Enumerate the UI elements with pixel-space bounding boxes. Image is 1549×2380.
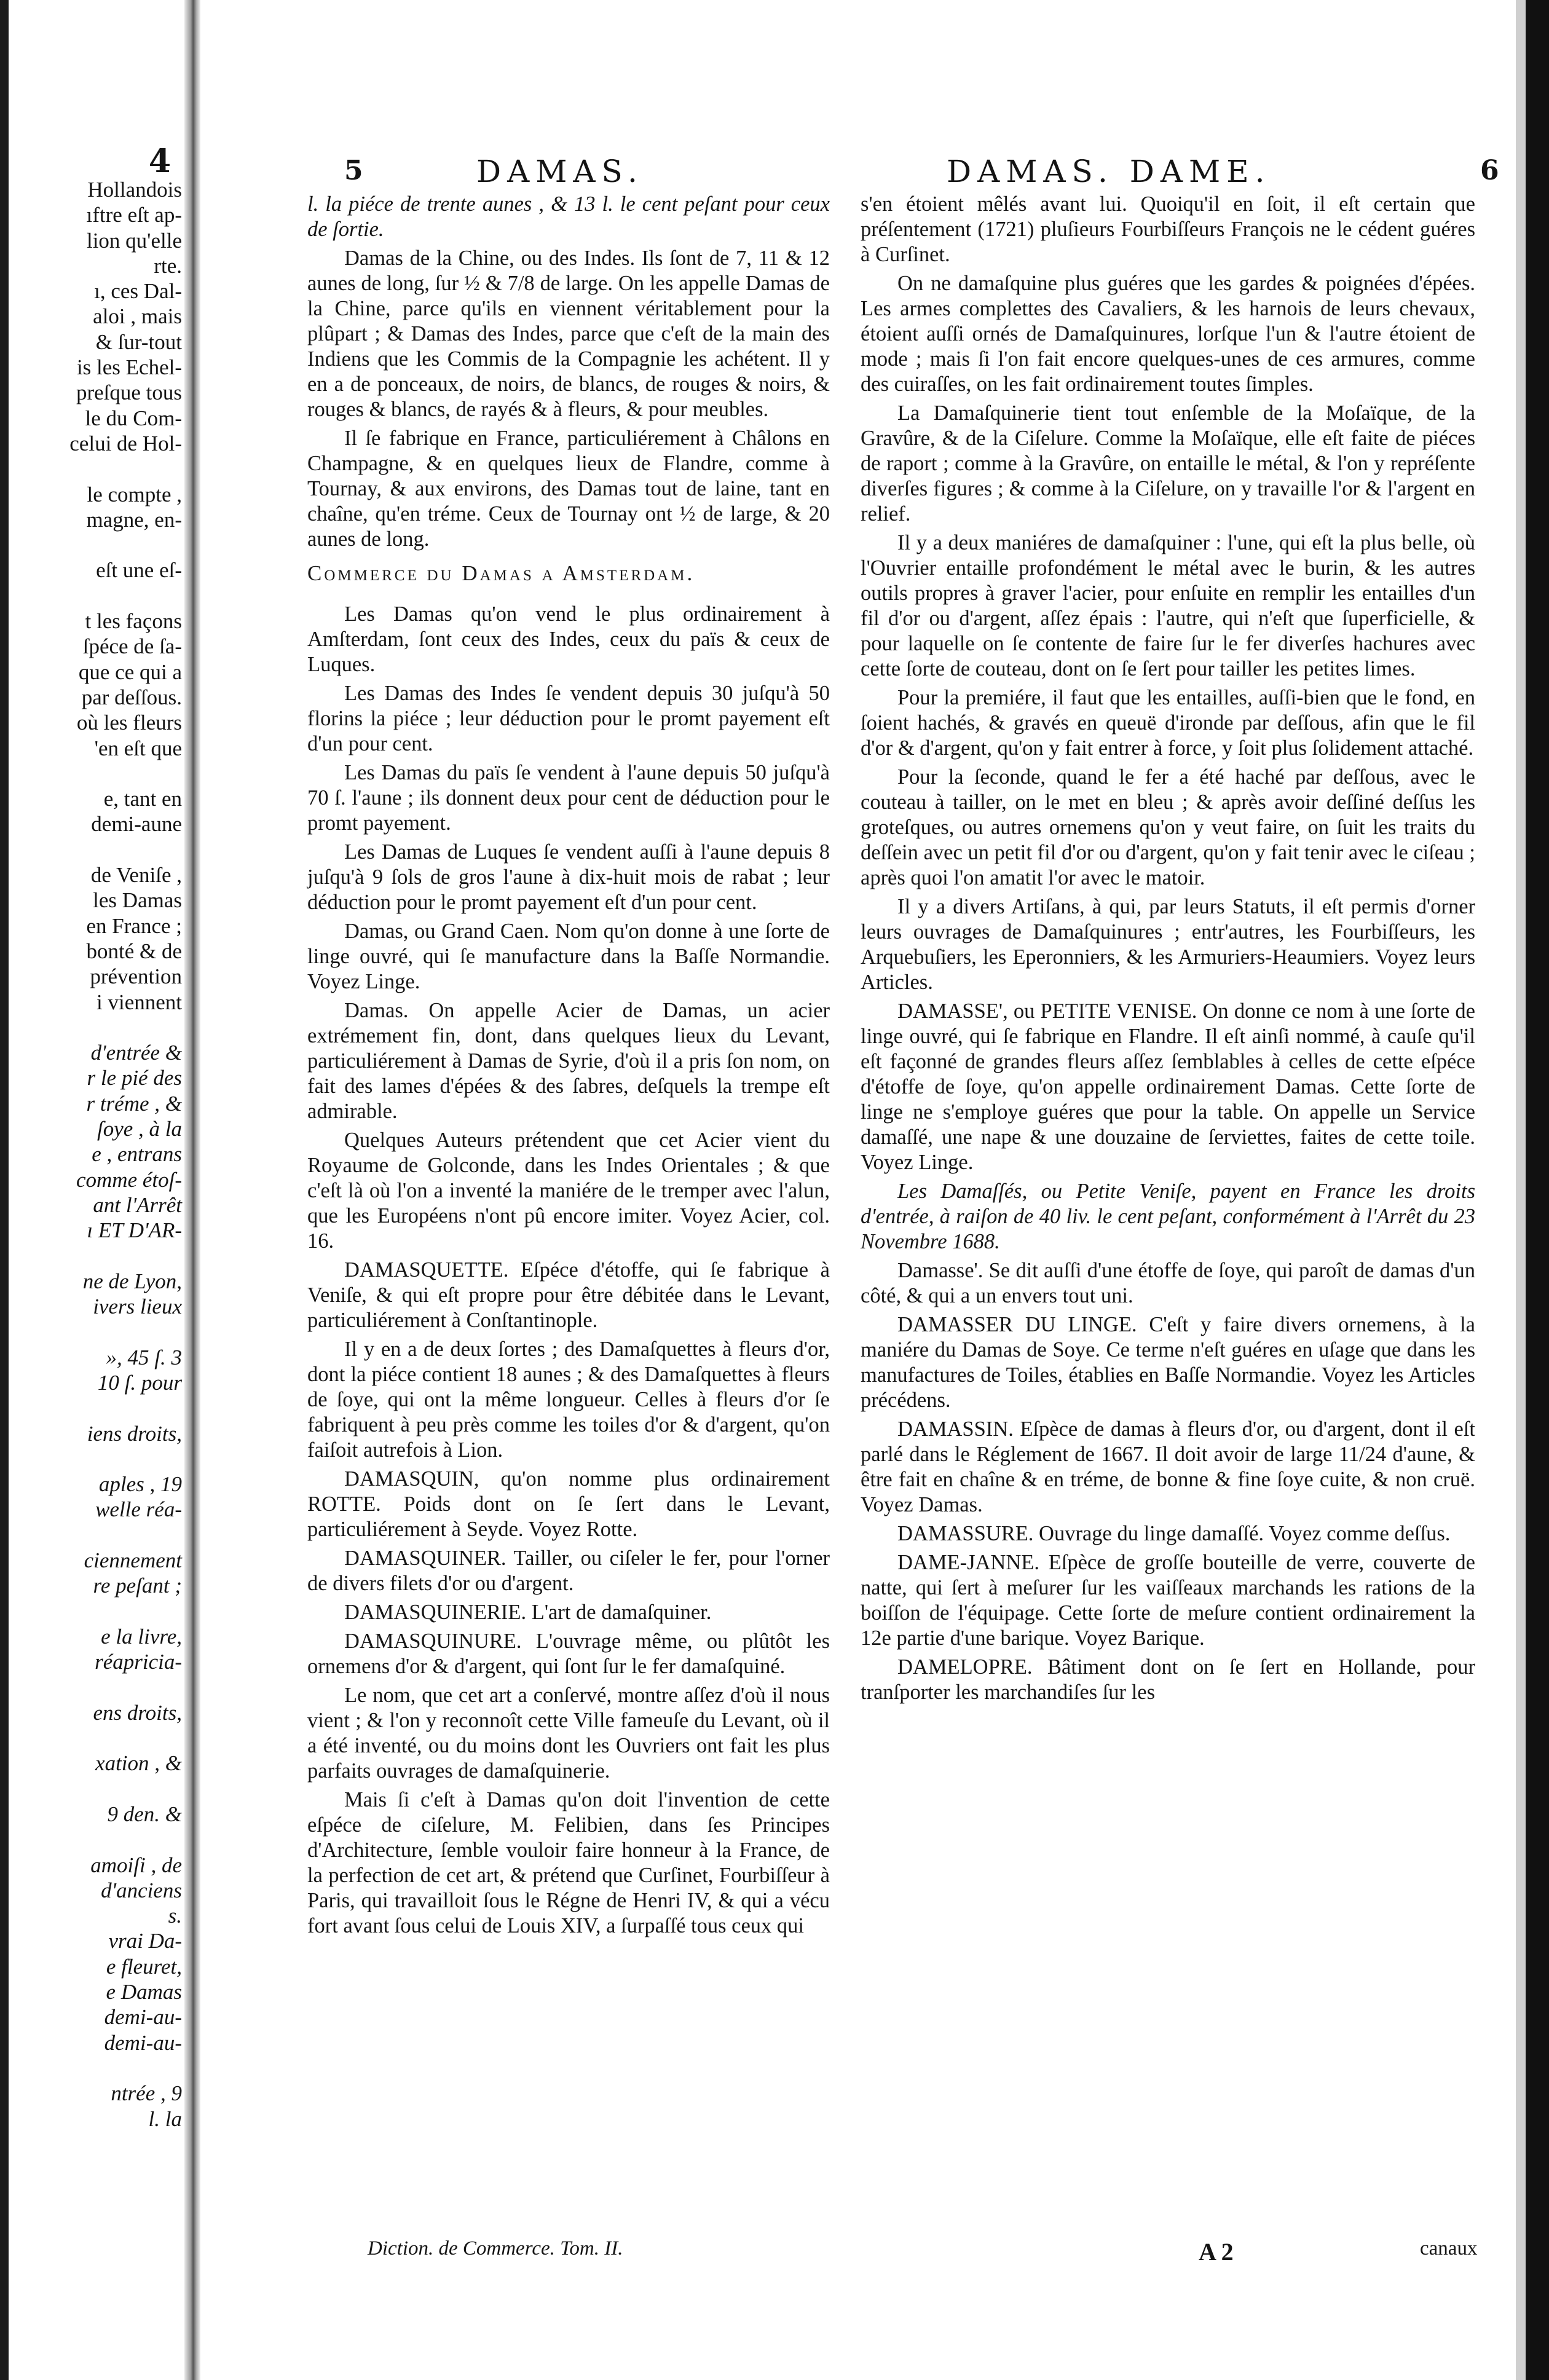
right-page-number: 6 [1480, 155, 1499, 186]
fragment-line: magne, en- [86, 507, 182, 532]
fragment-line: ciennement [84, 1548, 182, 1573]
fragment-line: aples , 19 [98, 1472, 182, 1497]
fragment-line [9, 837, 184, 862]
fragment-line: par deſſous. [81, 685, 182, 709]
fragment-line: e , entrans [92, 1142, 182, 1167]
fragment-line: r le pié des [87, 1066, 182, 1090]
fragment-line: ivers lieux [93, 1294, 182, 1319]
fragment-line [9, 1776, 184, 1802]
fragment-line: ı, ces Dal- [94, 279, 182, 304]
fragment-line: preſque tous [76, 380, 182, 405]
entry-paragraph: Il y a deux maniéres de damaſquiner : l'une, qui eſt la plus belle, où l'Ouvrier entaille profondément le métal avec le burin, & les autres outils propres à graver l'acier, pour enſuite en remplir les entailles d'un fil d'or ou d'argent, aſſez épais : l'autre, qui n'eſt que ſuperficielle, & pour laquelle on ſe contente de faire ſur le fer diverſes hachures avec cette ſorte de couteau, dont on ſe ſert pour tailler les petites limes. [861, 531, 1475, 680]
entry-paragraph: Il ſe fabrique en France, particuliérement à Châlons en Champagne, & en quelques lieux de Flandre, comme à Tournay, & aux environs, des Damas tout de laine, tant en chaîne, qu'en tréme. Ceux de Tournay ont ½ de large, & 20 aunes de long. [307, 427, 830, 551]
fragment-line: i viennent [97, 990, 182, 1014]
fragment-line: ſpéce de ſa- [82, 634, 182, 659]
fragment-line [9, 1446, 184, 1472]
entry-paragraph: DAMASSE', ou PETITE VENISE. On donne ce nom à une ſorte de linge ouvré, qui ſe fabrique en Flandre. Il eſt ainſi nommé, à cauſe qu'il eſt façonné de grandes fleurs aſſez ſemblables à celles de cette eſpéce d'étoffe de ſoye, qu'on appelle ordinairement Damas. Cette ſorte de linge ne s'employe guéres que pour la table. On appelle un Service damaſſé, une nape & une douzaine de ſerviettes, faites de cette toile. Voyez Linge. [861, 999, 1475, 1174]
entry-paragraph: Les Damas de Luques ſe vendent auſſi à l'aune depuis 8 juſqu'à 9 ſols de gros l'aune à dix-huit mois de rabat ; leur déduction pour le promt payement eſt d'un pour cent. [307, 840, 830, 914]
entry-paragraph: Il y en a de deux ſortes ; des Damaſquettes à fleurs d'or, dont la piéce contient 18 aunes ; & des Damaſquettes à fleurs de ſoye, qui ont la même longueur. Celles à fleurs d'or ſe fabriquent à peu près comme les toiles d'or & d'argent, qu'on faiſoit autrefois à Lion. [307, 1338, 830, 1462]
entry-paragraph: Pour la premiére, il faut que les entailles, auſſi-bien que le fond, en ſoient hachés, & gravés en queuë d'ironde par deſſous, afin que le fil d'or & d'argent, qu'on y fait entrer à force, y ſoit plus ſolidement attaché. [861, 686, 1475, 760]
fragment-line: 9 den. & [107, 1802, 182, 1826]
fragment-line: e, tant en [103, 787, 182, 811]
fragment-line [9, 761, 184, 786]
fragment-line: prévention [90, 964, 182, 989]
entry-paragraph: DAMASQUINERIE. L'art de damaſquiner. [344, 1601, 712, 1624]
fragment-line [9, 1319, 184, 1344]
signature-mark: A 2 [1199, 2238, 1234, 2266]
entry-paragraph: Le nom, que cet art a conſervé, montre aſſez d'où il nous vient ; & l'on y reconnoît cette Ville fameuſe du Levant, où il a été inventé, ou du moins dont les Ouvriers ont fait les plus parfaits ouvrages de damaſquinerie. [307, 1684, 830, 1783]
fragment-line [9, 532, 184, 558]
fragment-line: en France ; [86, 913, 182, 938]
fragment-line: e fleuret, [106, 1954, 182, 1979]
previous-page-lines [9, 177, 184, 2132]
fragment-line [9, 1395, 184, 1421]
fragment-line [9, 1725, 184, 1751]
fragment-line: », 45 ſ. 3 [106, 1345, 182, 1369]
previous-page-number: 4 [148, 143, 171, 180]
fragment-line: rte. [154, 253, 182, 278]
footer-volume-title: Diction. de Commerce. Tom. II. [368, 2237, 623, 2260]
entry-paragraph: Quelques Auteurs prétendent que cet Acier vient du Royaume de Golconde, dans les Indes Orientales ; & que c'eſt là où l'on a inventé la maniére de le tremper avec l'alun, que les Européens n'ont pû encore imiter. Voyez Acier, col. 16. [307, 1129, 830, 1253]
catchword: canaux [1420, 2237, 1478, 2260]
left-running-header: DAMAS. [476, 154, 644, 189]
fragment-line [9, 1015, 184, 1040]
right-text-column [861, 192, 1475, 1709]
fragment-line: demi-au- [104, 2005, 182, 2030]
left-text-column [307, 192, 830, 1942]
fragment-line [9, 1675, 184, 1700]
entry-paragraph: DAMASSER DU LINGE. C'eſt y faire divers ornemens, à la maniére du Damas de Soye. Ce terme n'eſt guéres en uſage que dans les manufactures de Toiles, établies en Baſſe Normandie. Voyez les Articles précédens. [861, 1313, 1475, 1412]
fragment-line: ant l'Arrêt [93, 1192, 182, 1217]
fragment-line: 10 ſ. pour [97, 1370, 182, 1395]
fragment-line [9, 1523, 184, 1548]
entry-paragraph: DAMELOPRE. Bâtiment dont on ſe ſert en Hollande, pour tranſporter les marchandiſes ſur les [861, 1655, 1475, 1704]
fragment-line: r tréme , & [86, 1091, 182, 1116]
fragment-line: lion qu'elle [86, 228, 182, 253]
left-page-number: 5 [344, 155, 363, 186]
fragment-line: demi-aune [91, 812, 182, 837]
fragment-line [9, 1243, 184, 1268]
entry-paragraph: Damasse'. Se dit auſſi d'une étoffe de ſoye, qui paroît de damas d'un côté, & qui a un envers tout uni. [861, 1259, 1475, 1307]
entry-paragraph: La Damaſquinerie tient tout enſemble de la Moſaïque, de la Gravûre, & de la Ciſelure. Comme la Moſaïque, elle eſt faite de piéces de raport ; comme à la Gravûre, on entaille le métal, & l'on y repréſente diverſes figures ; & comme à la Ciſelure, on y travaille l'or & l'argent en relief. [861, 401, 1475, 526]
fragment-line: ntrée , 9 [111, 2081, 182, 2106]
previous-page-fragment [9, 0, 184, 2380]
fragment-line: vrai Da- [108, 1929, 182, 1953]
book-gutter [184, 0, 200, 2380]
fragment-line: que ce qui a [78, 660, 182, 684]
fragment-line: de Veniſe , [90, 863, 182, 888]
entry-paragraph: Les Damas des Indes ſe vendent depuis 30 juſqu'à 50 florins la piéce ; leur déduction pour le promt payement eſt d'un pour cent. [307, 682, 830, 755]
fragment-line: is les Echel- [76, 355, 182, 380]
fragment-line: s. [168, 1904, 182, 1928]
fragment-line: welle réa- [95, 1497, 182, 1522]
entry-paragraph: DAMASQUIN, qu'on nomme plus ordinairement ROTTE. Poids dont on ſe ſert dans le Levant, particuliérement à Seyde. Voyez Rotte. [307, 1467, 830, 1541]
entry-paragraph: Les Damas du païs ſe vendent à l'aune depuis 50 juſqu'à 70 ſ. l'aune ; ils donnent deux pour cent de déduction pour le promt payement. [307, 761, 830, 835]
fragment-line: re peſant ; [93, 1574, 182, 1598]
right-running-header: DAMAS. DAME. [947, 154, 1271, 189]
fragment-line: ſoye , à la [97, 1116, 182, 1141]
fragment-line [9, 456, 184, 481]
entry-paragraph: On ne damaſquine plus guéres que les gardes & poignées d'épées. Les armes complettes des Cavaliers, & les harnois de leurs chevaux, étoient auſſi ornés de Damaſquinures, lorſque l'un & l'autre étoient de mode ; mais ſi l'on fait encore quelques-unes de ces armures, comme des cuiraſſes, on les fait ordinairement toutes ſimples. [861, 272, 1475, 396]
fragment-line: ne de Lyon, [82, 1269, 182, 1293]
fragment-line: ıftre eſt ap- [86, 203, 182, 227]
fragment-line: demi-au- [104, 2030, 182, 2055]
fragment-line: iens droits, [87, 1421, 182, 1446]
entry-paragraph: Damas. On appelle Acier de Damas, un acier extrémement fin, dont, dans quelques lieux du Levant, particuliérement à Damas de Syrie, d'où il a pris ſon nom, on fait des lames d'épées & des ſabres, deſquels la trempe eſt admirable. [307, 999, 830, 1123]
fragment-line: aloi , mais [93, 304, 182, 329]
fragment-line: le du Com- [85, 406, 182, 430]
entry-paragraph: Mais ſi c'eſt à Damas qu'on doit l'invention de cette eſpéce de ciſelure, M. Felibien, dans ſes Principes d'Architecture, ſemble vouloir faire honneur à la France, de la perfection de cet art, & prétend que Curſinet, Fourbiſſeur à Paris, qui travailloit ſous le Régne de Henri IV, & qui a vécu fort avant ſous celui de Louis XIV, a ſurpaſſé tous ceux qui [307, 1788, 830, 1937]
fragment-line: l. la [148, 2106, 182, 2131]
fragment-line: les Damas [93, 888, 182, 913]
entry-paragraph: DAMASQUINER. Tailler, ou ciſeler le fer, pour l'orner de divers filets d'or ou d'argent. [307, 1547, 830, 1595]
fragment-line: d'anciens [101, 1878, 182, 1902]
fragment-line: bonté & de [86, 939, 182, 963]
section-subheading: Commerce du Damas a Amsterdam. [307, 561, 695, 585]
entry-paragraph: Les Damaſſés, ou Petite Veniſe, payent en France les droits d'entrée, à raiſon de 40 liv. le cent peſant, conformément à l'Arrêt du 23 Novembre 1688. [861, 1180, 1475, 1253]
entry-paragraph: DAMASQUETTE. Eſpéce d'étoffe, qui ſe fabrique à Veniſe, & qui eſt propre pour être débitée dans le Levant, particuliérement à Conſtantinople. [307, 1258, 830, 1332]
fragment-line: 'en eſt que [94, 736, 182, 760]
fragment-line [9, 2055, 184, 2081]
entry-paragraph: Damas, ou Grand Caen. Nom qu'on donne à une ſorte de linge ouvré, qui ſe manufacture dans la Baſſe Normandie. Voyez Linge. [307, 920, 830, 993]
fragment-line: amoiſi , de [90, 1853, 182, 1877]
fragment-line: e la livre, [101, 1624, 182, 1649]
fragment-line: celui de Hol- [69, 431, 182, 455]
fragment-line: d'entrée & [90, 1041, 182, 1065]
fragment-line: ens droits, [93, 1700, 182, 1725]
scan-edge-left [0, 0, 9, 2380]
entry-paragraph: s'en étoient mêlés avant lui. Quoiqu'il en ſoit, il eſt certain que préſentement (1721) pluſieurs Fourbiſſeurs François ne le cédent guéres à Curſinet. [861, 192, 1475, 266]
entry-paragraph: DAMASSURE. Ouvrage du linge damaſſé. Voyez comme deſſus. [897, 1522, 1451, 1545]
entry-paragraph: Pour la ſeconde, quand le fer a été haché par deſſous, avec le couteau à tailler, on le met en bleu ; & après avoir deſſiné deſſus les groteſques, ou autres ornemens qu'on y veut faire, on ſuit les traits du deſſein avec un petit fil d'or ou d'argent, qu'on y fait tenir avec le ciſeau ; après quoi l'on amatit l'or avec le matoir. [861, 765, 1475, 889]
fragment-line [9, 1599, 184, 1624]
fragment-line [9, 583, 184, 609]
fragment-line: Hollandois [87, 178, 182, 202]
entry-paragraph: l. la piéce de trente aunes , & 13 l. le cent peſant pour ceux de ſortie. [307, 192, 830, 241]
entry-paragraph: DAMASQUINURE. L'ouvrage même, ou plûtôt les ornemens d'or & d'argent, qui ſont ſur le fer damaſquiné. [307, 1629, 830, 1678]
scan-edge-right [1526, 0, 1549, 2380]
fragment-line: xation , & [95, 1751, 182, 1776]
entry-paragraph: Il y a divers Artiſans, à qui, par leurs Statuts, il eſt permis d'orner leurs ouvrages de Damaſquinures ; entr'autres, les Fourbiſſeurs, les Arquebuſiers, les Eperonniers, & les Armuriers-Heaumiers. Voyez leurs Articles. [861, 895, 1475, 994]
fragment-line: comme étoſ- [76, 1167, 182, 1192]
fragment-line: réapricia- [95, 1650, 182, 1674]
fragment-line: e Damas [106, 1980, 182, 2004]
entry-paragraph: DAME-JANNE. Eſpèce de groſſe bouteille de verre, couverte de natte, qui ſert à meſurer ſur les vaiſſeaux marchands les rations de la boiſſon de l'équipage. Cette ſorte de meſure contient ordinairement la 12e partie d'une barique. Voyez Barique. [861, 1551, 1475, 1650]
fragment-line: & ſur-tout [95, 329, 182, 354]
fragment-line: le compte , [87, 482, 182, 506]
entry-paragraph: DAMASSIN. Eſpèce de damas à fleurs d'or, ou d'argent, dont il eſt parlé dans le Réglement de 1667. Il doit avoir de large 11/24 d'aune, & être fait en chaîne & en tréme, de bonne & fine ſoye cuite, & non cruë. Voyez Damas. [861, 1417, 1475, 1516]
fragment-line: où les fleurs [76, 711, 182, 735]
fragment-line: eſt une eſ- [96, 558, 182, 583]
entry-paragraph: Damas de la Chine, ou des Indes. Ils ſont de 7, 11 & 12 aunes de long, ſur ½ & 7/8 de large. On les appelle Damas de la Chine, parce qu'ils en viennent véritablement pour la plûpart ; & Damas des Indes, parce que c'eſt de la main des Indiens que les Commis de la Compagnie les achétent. Il y en a de ponceaux, de noirs, de blancs, de rouges & noirs, & rouges & blancs, de rayés & à fleurs, & pour meubles. [307, 246, 830, 421]
entry-paragraph: Les Damas qu'on vend le plus ordinairement à Amſterdam, ſont ceux des Indes, ceux du païs & ceux de Luques. [307, 602, 830, 676]
fragment-line: t les façons [85, 609, 182, 634]
fragment-line [9, 1827, 184, 1852]
fragment-line: ı ET D'AR- [87, 1218, 182, 1243]
